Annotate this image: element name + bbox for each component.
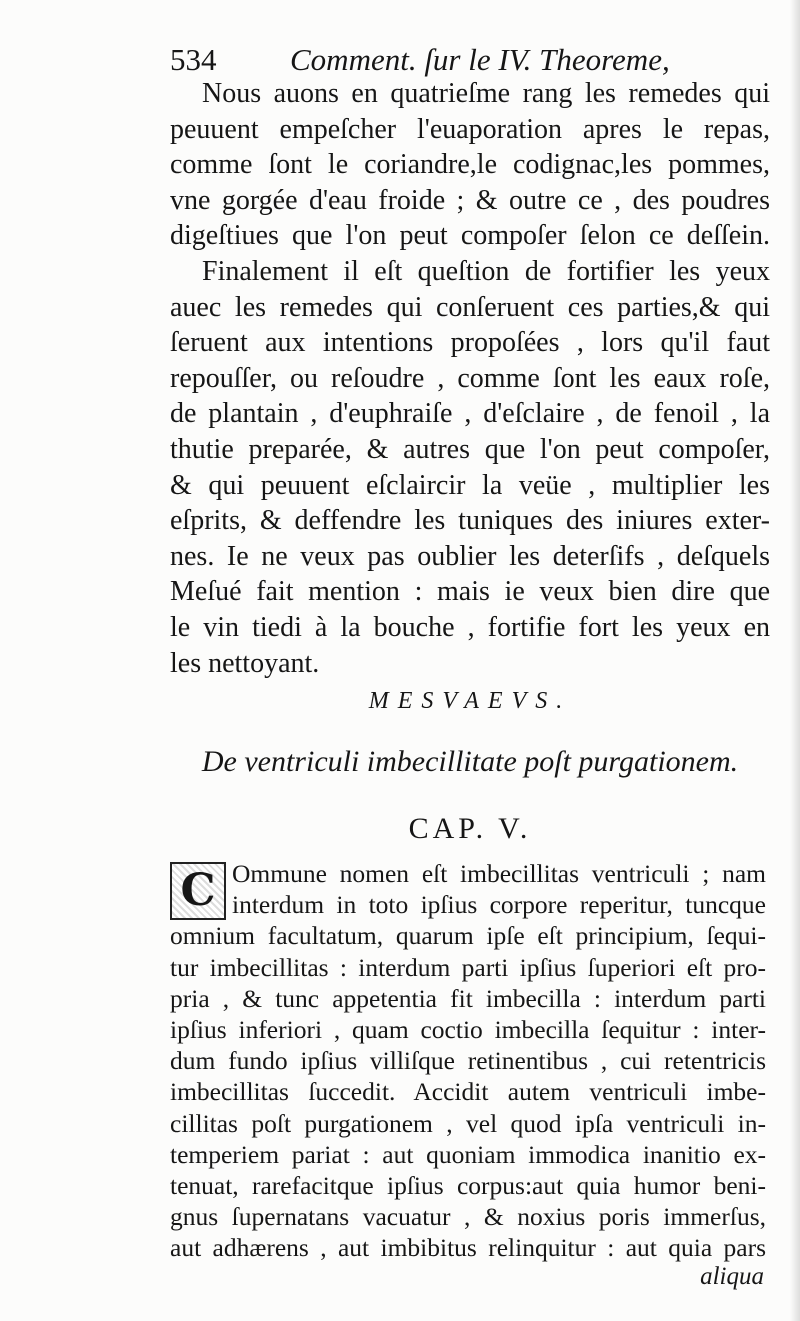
running-title: Comment. ſur le IV. Theoreme, [290, 42, 670, 77]
text-line: repouſſer, ou reſoudre , comme ſont les eaux roſe, [170, 362, 770, 394]
text-line: Finalement il eſt queſtion de fortifier les yeux [202, 255, 770, 287]
text-line: eſprits, & deffendre les tuniques des iniures exter- [170, 505, 770, 537]
catchword: aliqua [700, 1263, 764, 1290]
text-line: le vin tiedi à la bouche , fortifie fort les yeux en [170, 611, 770, 643]
ornamental-initial: C [170, 862, 226, 920]
text-line: aut adhærens , aut imbibitus relinquitur : aut quia pars [170, 1233, 766, 1263]
text-line: dum fundo ipſius villiſque retinentibus , cui retentricis [170, 1046, 766, 1076]
text-line: ipſius inferiori , quam coctio imbecilla ſequitur : inter- [170, 1015, 766, 1045]
text-line: temperiem pariat : aut quoniam immodica inanitio ex- [170, 1139, 766, 1169]
section-heading: MESVAEVS. [368, 688, 572, 714]
text-line: ſeruent aux intentions propoſées , lors qu'il faut [170, 327, 770, 359]
text-line: tenuat, rarefacitque ipſius corpus:aut quia humor beni- [170, 1171, 766, 1201]
text-line: & qui peuuent eſclaircir la veüe , multiplier les [170, 469, 770, 501]
text-line: peuuent empeſcher l'euaporation apres le repas, [170, 113, 770, 145]
text-line: cillitas poſt purgationem , vel quod ipſa ventriculi in- [170, 1108, 766, 1138]
text-line: auec les remedes qui conſeruent ces parties,& qui [170, 291, 770, 323]
text-line: gnus ſupernatans vacuatur , & noxius poris immerſus, [170, 1202, 766, 1232]
text-line: thutie preparée, & autres que l'on peut compoſer, [170, 433, 770, 465]
latin-text [170, 858, 766, 1264]
text-line: de plantain , d'euphraiſe , d'eſclaire , de fenoil , la [170, 398, 770, 430]
text-line: interdum in toto ipſius corpore reperitur, tuncque [232, 890, 766, 920]
text-line: digeſtiues que l'on peut compoſer ſelon ce deſſein. [170, 220, 770, 252]
page-number: 534 [170, 42, 217, 77]
text-line: nes. Ie ne veux pas oublier les deterſifs , deſquels [170, 540, 770, 572]
text-line: imbecillitas ſuccedit. Accidit autem ventriculi imbe- [170, 1077, 766, 1107]
chapter-label: CAP. V. [408, 812, 532, 845]
text-line: vne gorgée d'eau froide ; & outre ce , des poudres [170, 184, 770, 216]
french-commentary [170, 76, 770, 681]
text-line: tur imbecillitas : interdum parti ipſius ſuperiori eſt pro- [170, 952, 766, 982]
text-line: les nettoyant. [170, 647, 320, 679]
chapter-title: De ventriculi imbecillitate poſt purgationem. [201, 745, 739, 778]
text-line: comme ſont le coriandre,le codignac,les pommes, [170, 149, 770, 181]
text-line: omnium facultatum, quarum ipſe eſt principium, ſequi- [170, 921, 766, 951]
text-line: Meſué fait mention : mais ie veux bien dire que [170, 576, 770, 608]
text-line: Nous auons en quatrieſme rang les remedes qui [202, 78, 770, 109]
text-line: pria , & tunc appetentia fit imbecilla : interdum parti [170, 983, 766, 1013]
text-line: Ommune nomen eſt imbecillitas ventriculi ; nam [232, 859, 766, 888]
